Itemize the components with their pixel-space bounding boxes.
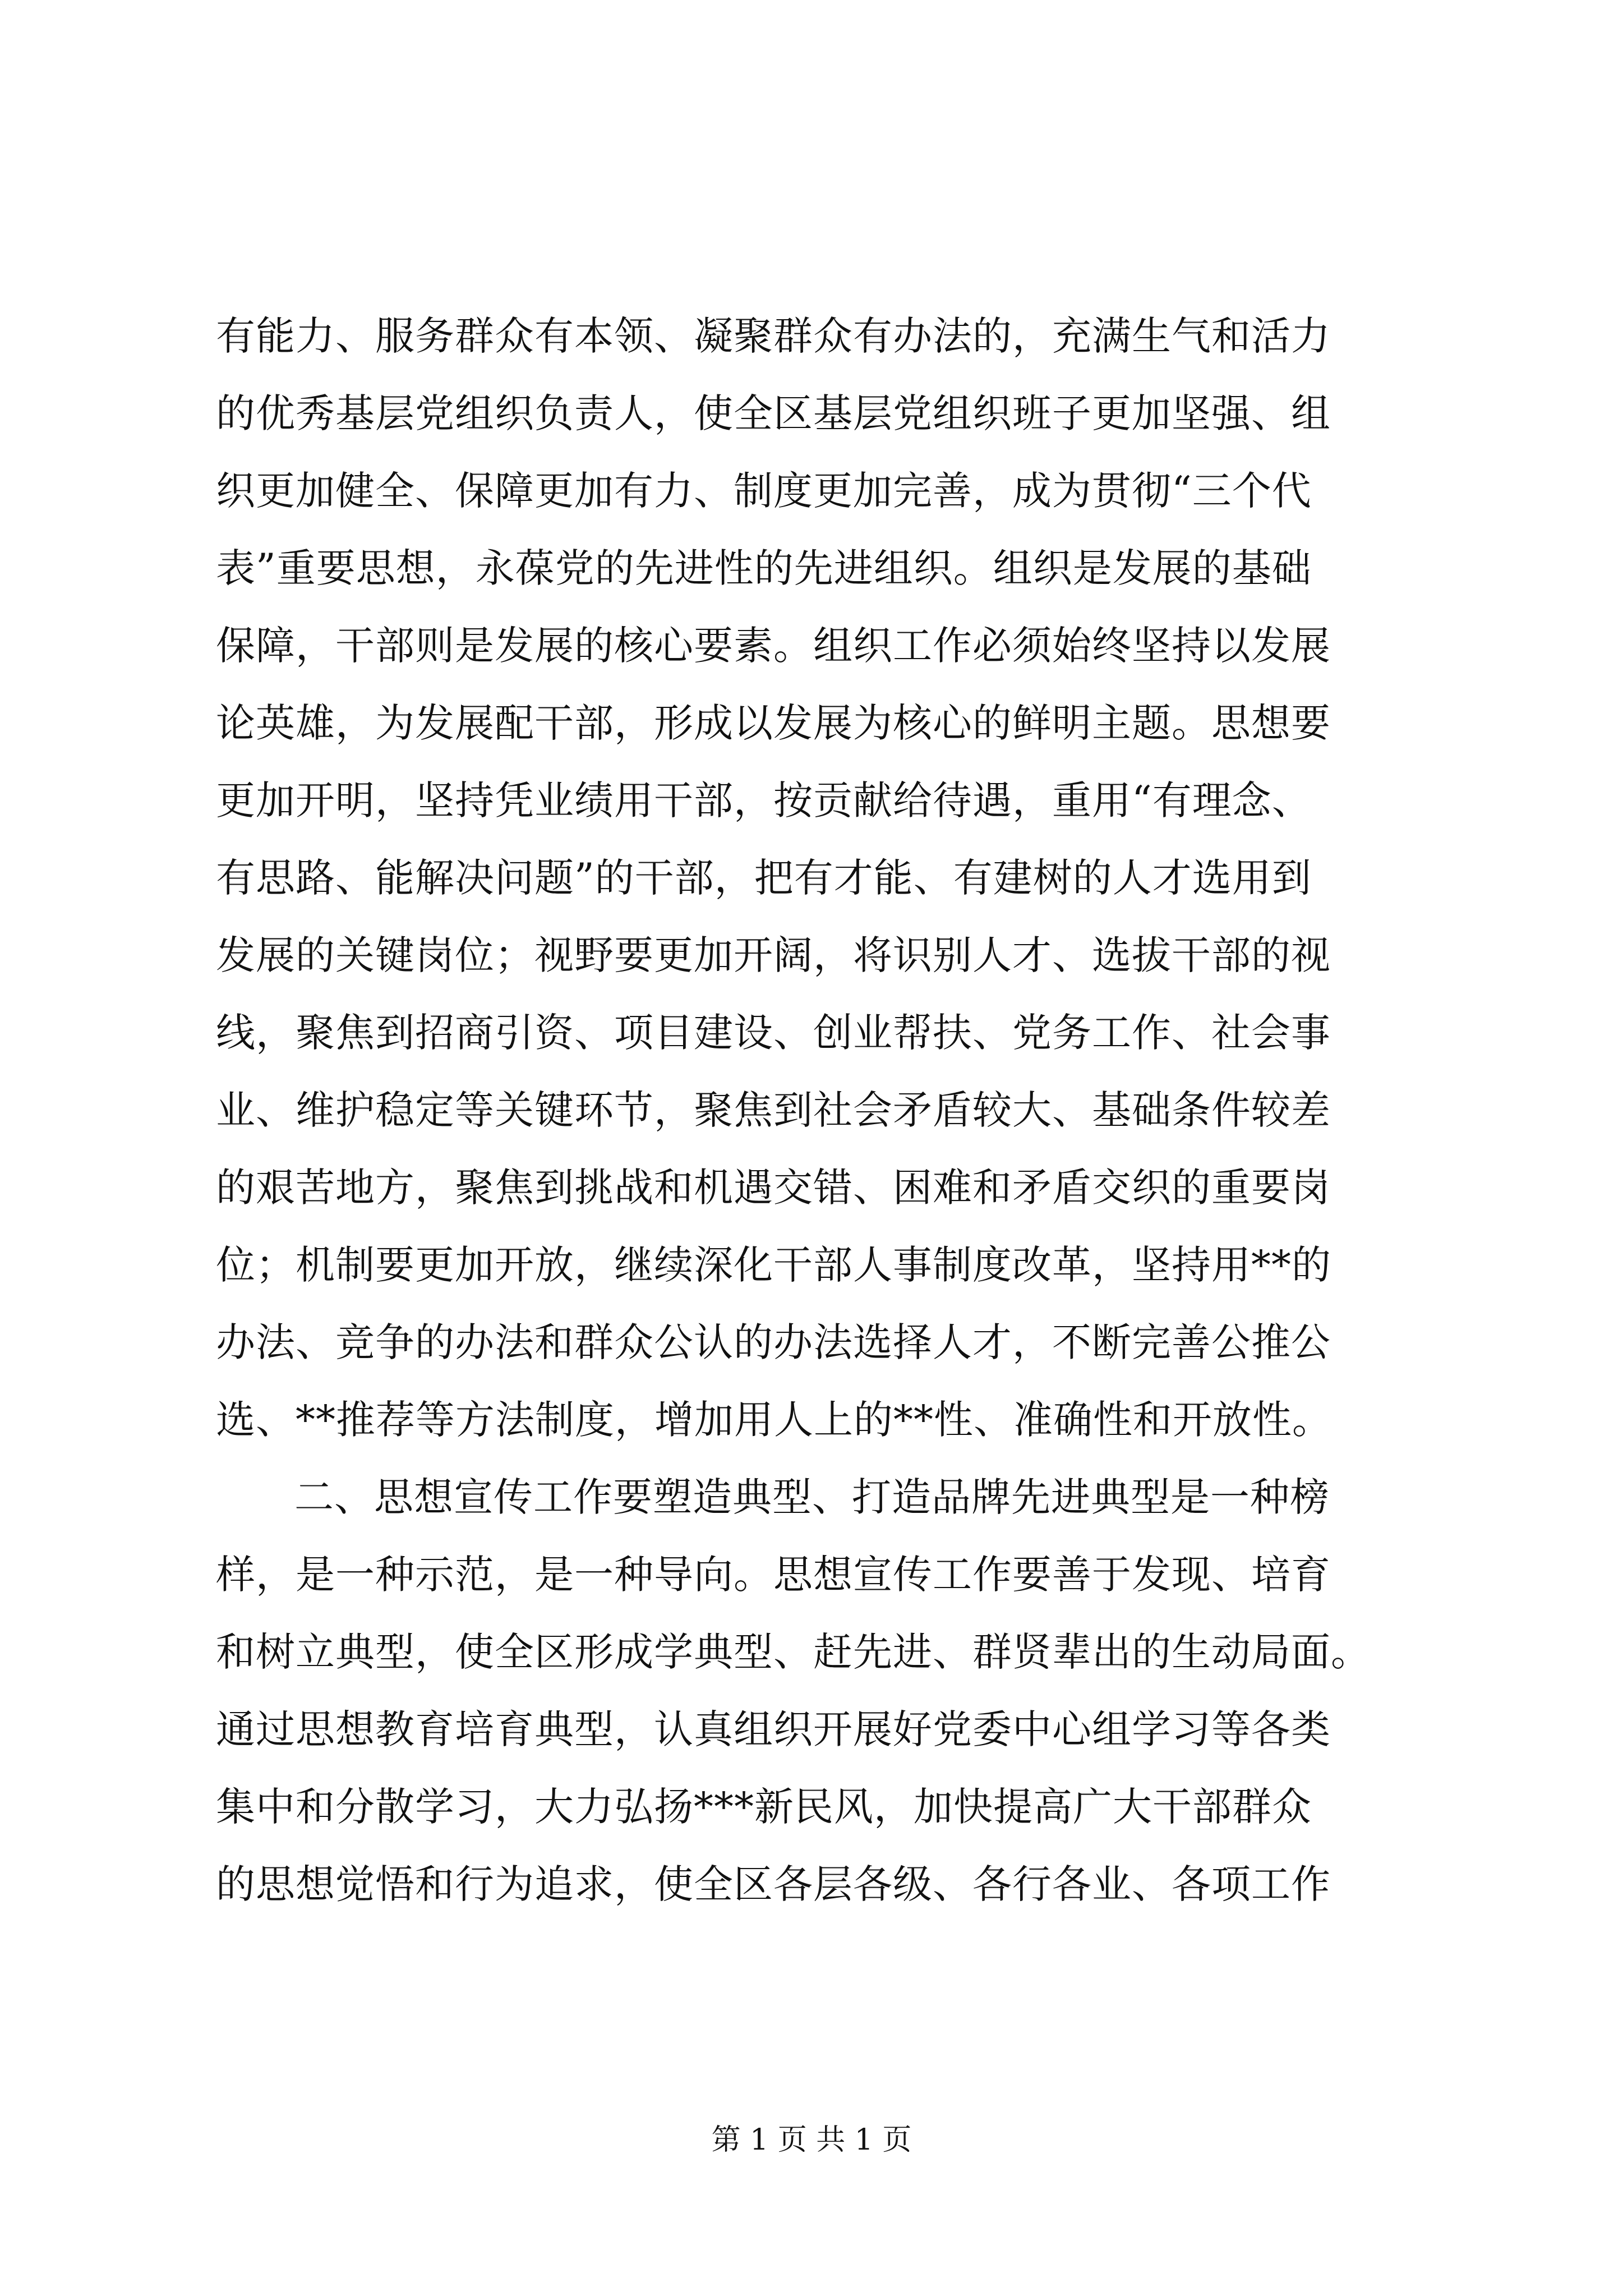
text-line: 线，聚焦到招商引资、项目建设、创业帮扶、党务工作、社会事: [216, 1010, 1331, 1056]
text-line: 和树立典型，使全区形成学典型、赶先进、群贤辈出的生动局面。: [216, 1629, 1371, 1675]
text-line: 集中和分散学习，大力弘扬***新民风，加快提高广大干部群众: [216, 1784, 1312, 1830]
text-line: 表”重要思想，永葆党的先进性的先进组织。组织是发展的基础: [216, 545, 1312, 591]
page-number-label: 第 1 页 共 1 页: [711, 2123, 912, 2157]
text-line: 发展的关键岗位；视野要更加开阔，将识别人才、选拔干部的视: [216, 932, 1331, 978]
text-line: 样，是一种示范，是一种导向。思想宣传工作要善于发现、培育: [216, 1552, 1331, 1598]
text-line: 的思想觉悟和行为追求，使全区各层各级、各行各业、各项工作: [216, 1861, 1331, 1907]
text-line: 有思路、能解决问题”的干部，把有才能、有建树的人才选用到: [216, 855, 1312, 901]
text-line: 织更加健全、保障更加有力、制度更加完善，成为贯彻“三个代: [216, 468, 1312, 514]
text-line: 办法、竞争的办法和群众公认的办法选择人才，不断完善公推公: [216, 1319, 1331, 1365]
text-line: 通过思想教育培育典型，认真组织开展好党委中心组学习等各类: [216, 1706, 1331, 1752]
body-text: [216, 297, 1416, 1923]
text-line: 有能力、服务群众有本领、凝聚群众有办法的，充满生气和活力: [216, 313, 1331, 359]
text-line: 业、维护稳定等关键环节，聚焦到社会矛盾较大、基础条件较差: [216, 1087, 1331, 1133]
text-line: 的艰苦地方，聚焦到挑战和机遇交错、困难和矛盾交织的重要岗: [216, 1165, 1331, 1211]
page-footer: [0, 2120, 1623, 2160]
text-line: 论英雄，为发展配干部，形成以发展为核心的鲜明主题。思想要: [216, 700, 1331, 746]
text-line: 位；机制要更加开放，继续深化干部人事制度改革，坚持用**的: [216, 1242, 1331, 1288]
text-line: 更加开明，坚持凭业绩用干部，按贡献给待遇，重用“有理念、: [216, 777, 1312, 823]
section-heading-line: 二、思想宣传工作要塑造典型、打造品牌先进典型是一种榜: [294, 1474, 1330, 1520]
text-line: 保障，干部则是发展的核心要素。组织工作必须始终坚持以发展: [216, 623, 1331, 669]
text-line: 选、**推荐等方法制度，增加用人上的**性、准确性和开放性。: [216, 1397, 1332, 1443]
text-line: 的优秀基层党组织负责人，使全区基层党组织班子更加坚强、组: [216, 390, 1331, 436]
